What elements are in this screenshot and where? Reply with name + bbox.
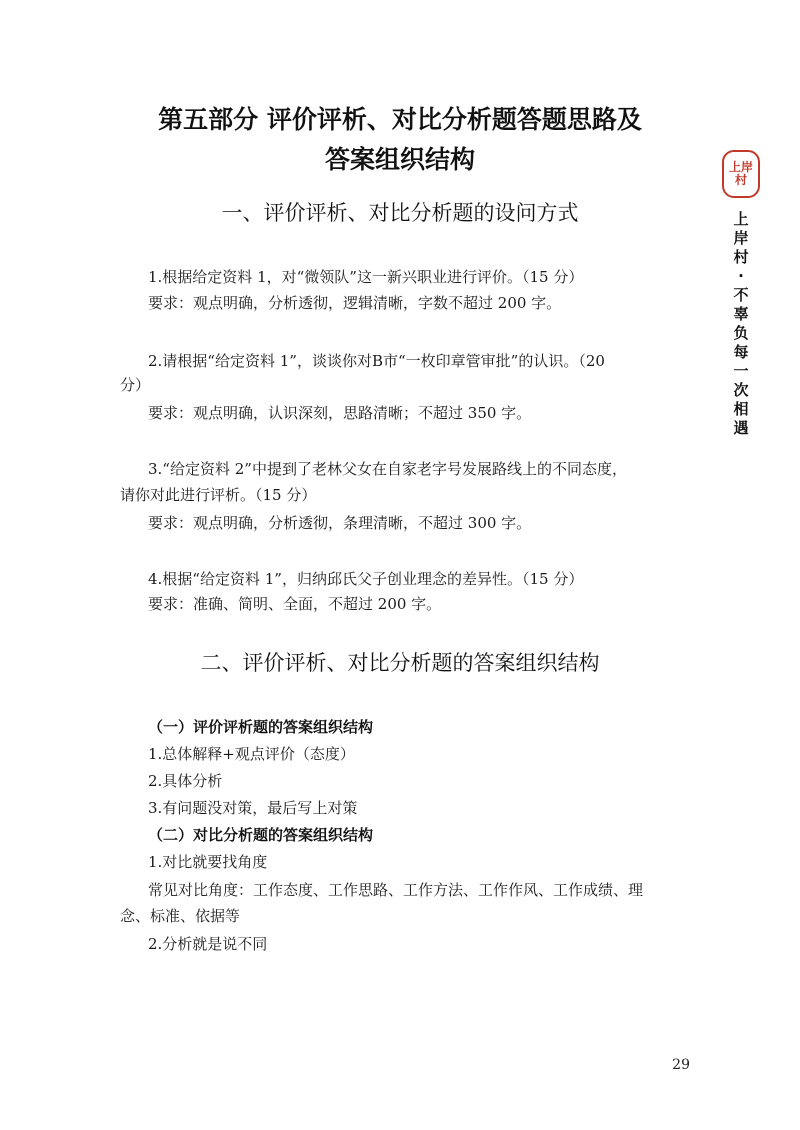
motto-char: 不 [733, 286, 749, 304]
page-title-line-1: 第五部分 评价评析、对比分析题答题思路及 [158, 105, 642, 134]
question-2-text-line-2: 分） [120, 376, 151, 394]
subsection-1-item-1: 1.总体解释+观点评价（态度） [148, 745, 355, 763]
motto-char: 相 [733, 400, 749, 418]
motto-char: 每 [733, 343, 749, 361]
subsection-2-item-1: 1.对比就要找角度 [148, 853, 268, 871]
common-angles-line-1: 常见对比角度：工作态度、工作思路、工作方法、工作作风、工作成绩、理 [148, 881, 644, 899]
motto-char: 负 [733, 324, 749, 342]
question-3-text-line-1: 3.“给定资料 2”中提到了老林父女在自家老字号发展路线上的不同态度， [148, 460, 627, 478]
motto-char: · [738, 267, 744, 285]
page-title-line-2: 答案组织结构 [324, 145, 475, 174]
page-title [120, 100, 680, 180]
subsection-1-item-2: 2.具体分析 [148, 772, 223, 790]
motto-char: 遇 [733, 419, 749, 437]
subsection-2-item-2: 2.分析就是说不同 [148, 935, 268, 953]
brand-seal-text-top: 上岸 [728, 160, 753, 174]
question-2-requirement: 要求：观点明确，认识深刻，思路清晰；不超过 350 字。 [148, 404, 532, 422]
question-3-text-line-2: 请你对此进行评析。（15 分） [120, 486, 317, 504]
question-4-requirement: 要求：准确、简明、全面，不超过 200 字。 [148, 595, 442, 613]
motto-char: 上 [733, 210, 749, 228]
motto-char: 岸 [733, 229, 749, 247]
subsection-2-heading: （二）对比分析题的答案组织结构 [148, 826, 374, 844]
question-3-requirement: 要求：观点明确，分析透彻，条理清晰，不超过 300 字。 [148, 514, 532, 532]
question-4-text: 4.根据“给定资料 1”，归纳邱氏父子创业理念的差异性。（15 分） [148, 570, 584, 588]
section-1-heading: 一、评价评析、对比分析题的设问方式 [221, 201, 579, 225]
motto-char: 次 [733, 381, 749, 399]
question-1-requirement: 要求：观点明确，分析透彻，逻辑清晰，字数不超过 200 字。 [148, 294, 562, 312]
side-motto [731, 210, 751, 438]
motto-char: 一 [733, 362, 749, 380]
motto-char: 辜 [733, 305, 749, 323]
brand-seal-text-bottom: 村 [734, 173, 747, 187]
question-2-text-line-1: 2.请根据“给定资料 1”，谈谈你对B市“一枚印章管审批”的认识。（20 [148, 352, 605, 370]
motto-char: 村 [733, 248, 749, 266]
common-angles-line-2: 念、标准、依据等 [120, 907, 241, 925]
subsection-1-item-3: 3.有问题没对策，最后写上对策 [148, 799, 358, 817]
subsection-1-heading: （一）评价评析题的答案组织结构 [148, 718, 374, 736]
page-number: 29 [672, 1057, 690, 1073]
question-1-text: 1.根据给定资料 1，对“微领队”这一新兴职业进行评价。（15 分） [148, 268, 584, 286]
brand-seal [722, 150, 760, 198]
section-2-heading: 二、评价评析、对比分析题的答案组织结构 [200, 651, 600, 675]
